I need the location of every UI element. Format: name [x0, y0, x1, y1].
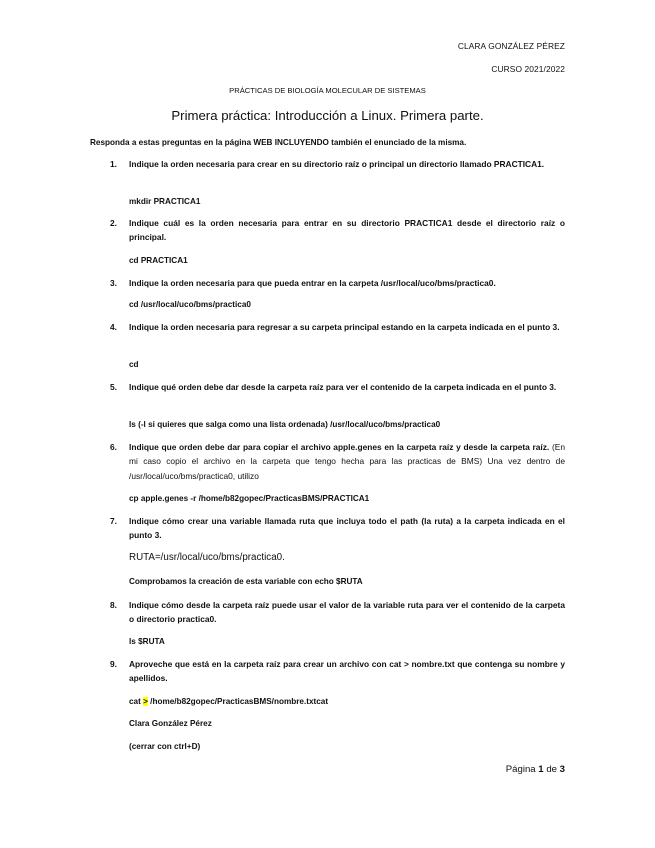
answer-7-note: Comprobamos la creación de esta variable con echo $RUTA	[129, 577, 363, 586]
question-text: Indique la orden necesaria para que pueda entrar en la carpeta /usr/local/uco/bms/practica0.	[129, 278, 496, 288]
question-number: 9.	[110, 659, 117, 669]
question-number: 8.	[110, 600, 117, 610]
answer-3: cd /usr/local/uco/bms/practica0	[129, 300, 251, 309]
page-footer	[506, 764, 565, 775]
file-path: /home/b82gopec/PracticasBMS/nombre.txtcat	[147, 697, 329, 706]
question-number: 4.	[110, 322, 117, 332]
answer-4: cd	[129, 360, 139, 369]
author-name: CLARA GONZÁLEZ PÉREZ	[457, 41, 565, 51]
course-year: CURSO 2021/2022	[491, 64, 565, 74]
answer-9-name: Clara González Pérez	[129, 719, 212, 728]
question-text: Indique qué orden debe dar desde la carpeta raíz para ver el contenido de la carpeta indicada en el punto 3.	[129, 382, 557, 392]
question-5	[110, 380, 565, 394]
intro-text: Responda a estas preguntas en la página WEB INCLUYENDO también el enunciado de la misma.	[90, 138, 467, 147]
question-6	[110, 440, 565, 483]
question-7	[110, 514, 565, 543]
question-text: Indique la orden necesaria para regresar a su carpeta principal estando en la carpeta indicada en el punto 3.	[129, 322, 560, 332]
question-2	[110, 216, 565, 245]
answer-5: ls (-l si quieres que salga como una lista ordenada) /usr/local/uco/bms/practica0	[129, 420, 441, 429]
answer-8: ls $RUTA	[129, 637, 165, 646]
question-text: Aproveche que está en la carpeta raíz para crear un archivo con cat > nombre.txt que contenga su nombre y apellidos.	[129, 659, 565, 684]
question-text: Indique cuál es la orden necesaria para entrar en su directorio PRACTICA1 desde el directorio raíz o principal.	[129, 218, 565, 243]
question-number: 2.	[110, 218, 117, 228]
answer-6: cp apple.genes -r /home/b82gopec/PracticasBMS/PRACTICA1	[129, 494, 370, 503]
answer-2: cd PRACTICA1	[129, 256, 188, 265]
subject-heading: PRÁCTICAS DE BIOLOGÍA MOLECULAR DE SISTEMAS	[229, 86, 426, 95]
page-total: 3	[559, 764, 565, 775]
question-4	[110, 320, 565, 334]
question-number: 5.	[110, 382, 117, 392]
question-text	[129, 440, 565, 483]
question-note: (En mi caso copio el archivo en la carpeta que tengo hecha para las practicas de BMS) Una vez dentro de /usr/local/uco/bms/practica0, utilizo	[129, 442, 565, 481]
answer-9	[129, 695, 565, 709]
question-text: Indique cómo desde la carpeta raíz puede usar el valor de la variable ruta para ver el contenido de la carpeta o directorio practica0.	[129, 600, 565, 625]
question-text: Indique cómo crear una variable llamada ruta que incluya todo el path (la ruta) a la carpeta indicada en el punto 3.	[129, 516, 565, 541]
highlighted-redirect: >	[143, 697, 148, 706]
question-text: Indique la orden necesaria para crear en su directorio raíz o principal un directorio llamado PRACTICA1.	[129, 159, 545, 169]
question-number: 7.	[110, 516, 117, 526]
question-number: 6.	[110, 442, 117, 452]
page-label: Página	[505, 764, 536, 775]
cat-command: cat	[129, 697, 144, 706]
page-of-label: de	[546, 764, 557, 775]
question-number: 3.	[110, 278, 117, 288]
question-8	[110, 598, 565, 627]
page-title: Primera práctica: Introducción a Linux. Primera parte.	[171, 108, 484, 123]
question-3	[110, 276, 565, 290]
question-1	[110, 157, 565, 171]
page-number: 1	[538, 764, 544, 775]
question-number: 1.	[110, 159, 117, 169]
question-9	[110, 657, 565, 686]
question-text-main: Indique que orden debe dar para copiar el archivo apple.genes en la carpeta raíz y desde la carpeta raíz.	[129, 442, 550, 452]
answer-7: RUTA=/usr/local/uco/bms/practica0.	[129, 552, 285, 563]
answer-1: mkdir PRACTICA1	[129, 197, 201, 206]
answer-9-close: (cerrar con ctrl+D)	[129, 742, 201, 751]
